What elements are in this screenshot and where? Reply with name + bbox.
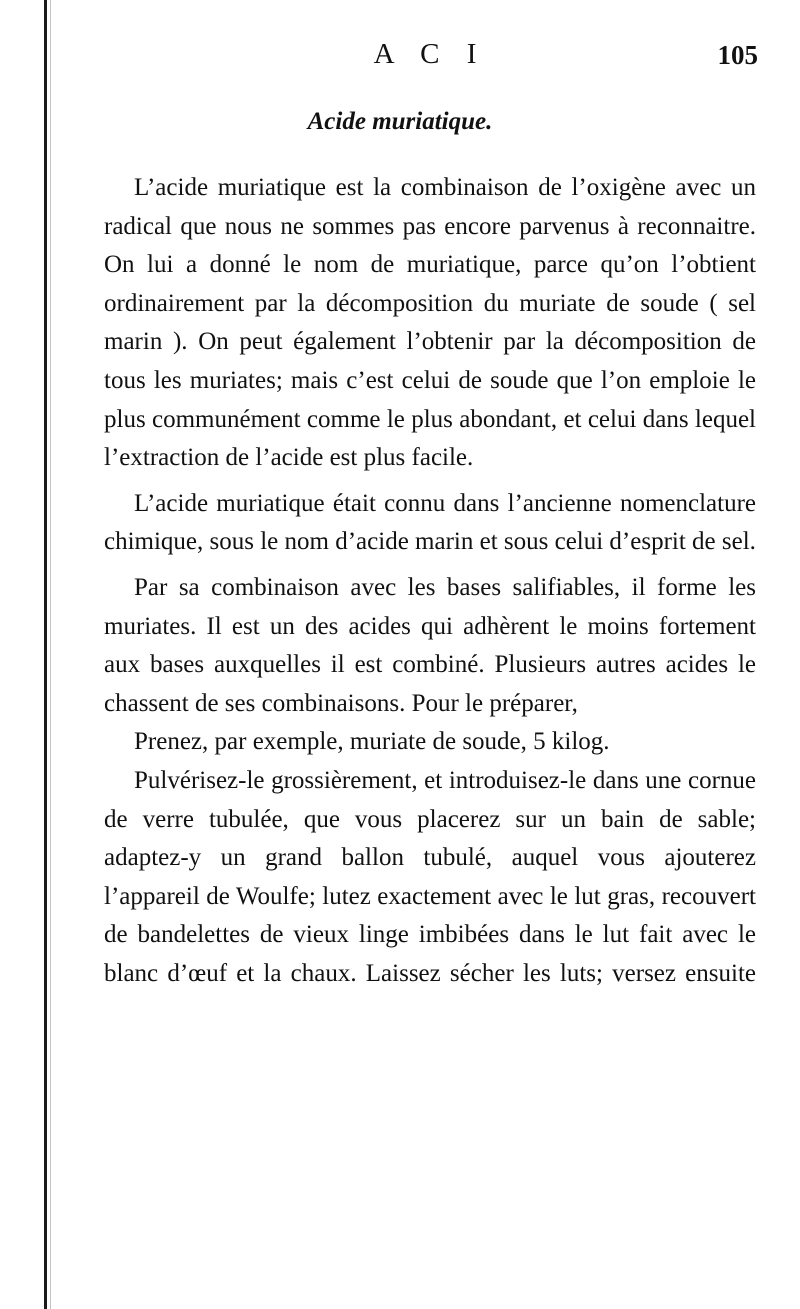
paragraph-definition: L’acide muriatique est la combinaison de l’oxigène avec un radical que nous ne sommes pas encore parvenus à reconnaitre. On lui a donné le nom de muriatique, parce qu’on l’obtient ordinairement par la décomposition du muriate de soude ( sel marin ). On peut également l’obtenir par la décomposition de tous les muriates; mais c’est celui de soude que l’on emploie le plus communément comme le plus abondant, et celui dans lequel l’extraction de l’acide est plus facile. <box>104 174 756 472</box>
paragraph-combination: Par sa combinaison avec les bases salifiables, il forme les muriates. Il est un des acides qui adhèrent le moins fortement aux bases auxquelles il est combiné. Plusieurs autres acides le chassent de ses combinaisons. Pour le préparer, <box>104 573 756 717</box>
paragraph-recipe: Prenez, par exemple, muriate de soude, 5 kilog. <box>134 728 610 756</box>
binding-edge-line <box>44 0 47 1309</box>
paragraph-procedure: Pulvérisez-le grossièrement, et introduisez-le dans une cornue de verre tubulée, que vous placerez sur un bain de sable; adaptez-y un grand ballon tubulé, auquel vous ajouterez l’appareil de Woulfe; lutez exactement avec le lut gras, recouvert de bandelettes de vieux linge imbibées dans le lut fait avec le blanc d’œuf et la chaux. Laissez sécher les luts; versez ensuite <box>104 766 756 987</box>
paragraph-old-nomenclature: L’acide muriatique était connu dans l’ancienne nomenclature chimique, sous le nom d’acide marin et sous celui d’esprit de sel. <box>104 489 756 556</box>
page-number: 105 <box>717 40 758 70</box>
page-header <box>100 38 760 78</box>
section-title: Acide muriatique. <box>307 108 493 135</box>
running-head: A C I <box>373 38 487 70</box>
body-text <box>104 169 756 993</box>
binding-edge-shadow <box>50 0 51 1309</box>
